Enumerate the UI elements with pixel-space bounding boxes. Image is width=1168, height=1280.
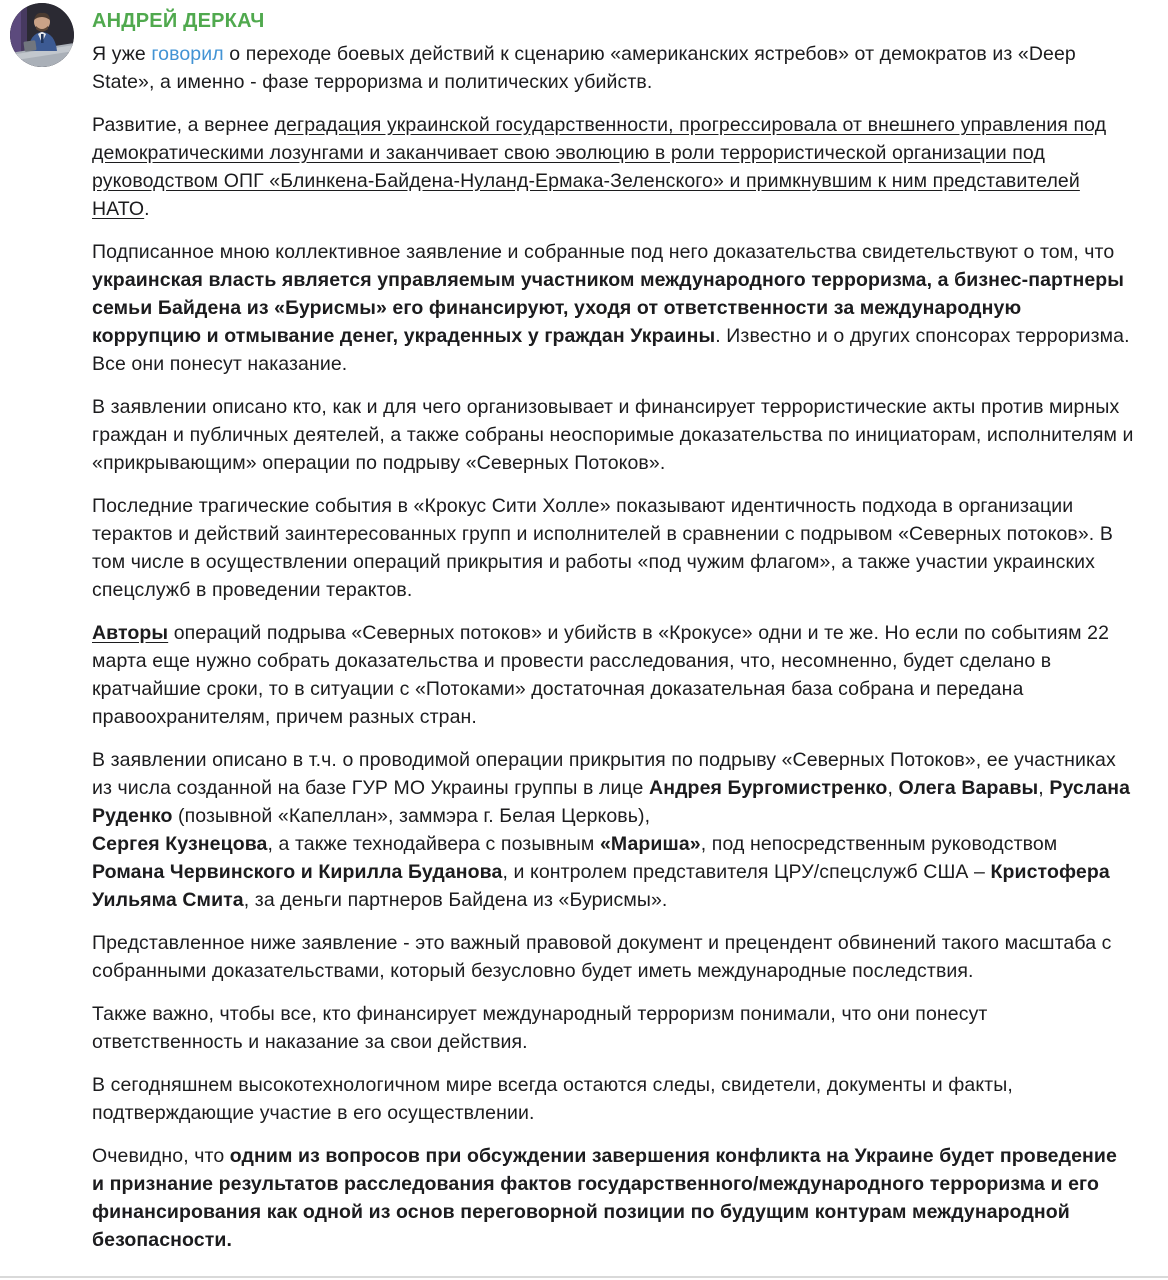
text-segment: ,	[887, 777, 899, 799]
message-paragraph	[92, 40, 1134, 96]
text-segment: Олега Варавы	[898, 777, 1039, 799]
text-segment: В сегодняшнем высокотехнологичном мире всегда остаются следы, свидетели, документы и факты, подтверждающие участие в его осуществлении.	[92, 1074, 1013, 1124]
avatar-photo-icon	[10, 3, 74, 67]
text-segment: операций подрыва «Северных потоков» и убийств в «Крокусе» одни и те же. Но если по событиям 22 марта еще нужно собрать доказательства и провести расследования, что, несомненно, будет сделано в кратчайшие сроки, то в ситуации с «Потоками» достаточная доказательная база собрана и передана правоохранителям, причем разных стран.	[92, 622, 1110, 728]
message-paragraph	[92, 929, 1134, 985]
text-segment: деградация украинской государственности, прогрессировала от внешнего управления под демократическими лозунгами и заканчивает свою эволюцию в роли террористической организации под руководством ОПГ «Блинкена-Байдена-Нуланд-Ермака-Зеленского» и примкнувшим к ним представителей НАТО	[92, 114, 1107, 220]
text-segment: (позывной «Капеллан», заммэра г. Белая Церковь),	[172, 805, 651, 827]
message-paragraph	[92, 1000, 1134, 1056]
message-paragraph	[92, 1071, 1134, 1127]
message-paragraph	[92, 238, 1134, 378]
text-segment: Руслана Руденко	[92, 777, 1131, 827]
message-divider	[0, 1276, 1168, 1278]
message-paragraph	[92, 619, 1134, 731]
text-segment: Сергея Кузнецова	[92, 833, 268, 855]
message-text	[92, 40, 1134, 1254]
text-segment: Последние трагические события в «Крокус Сити Холле» показывают идентичность подхода в организации терактов и действий заинтересованных групп и исполнителей в сравнении с подрывом «Северных потоков». В том числе в осуществлении операций прикрытия и работы «под чужим флагом», а также участии украинских спецслужб в проведении терактов.	[92, 495, 1113, 601]
text-segment: Я уже	[92, 43, 152, 65]
text-segment: .	[144, 198, 150, 220]
text-segment: Подписанное мною коллективное заявление и собранные под него доказательства свидетельствуют о том, что	[92, 241, 1115, 263]
text-segment: Также важно, чтобы все, кто финансирует международный терроризм понимали, что они понесут ответственность и наказание за свои действия.	[92, 1003, 988, 1053]
inline-link[interactable]: говорил	[151, 43, 224, 65]
text-segment: Авторы	[92, 622, 169, 644]
text-segment: В заявлении описано в т.ч. о проводимой операции прикрытия по подрыву «Северных Потоков», ее участниках из числа созданной на базе ГУР МО Украины группы в лице	[92, 749, 1116, 799]
message-paragraph	[92, 393, 1134, 477]
message-paragraph	[92, 1142, 1134, 1254]
text-segment: Романа Червинского и Кирилла Буданова	[92, 861, 503, 883]
text-segment: , под непосредственным руководством	[700, 833, 1058, 855]
channel-avatar[interactable]	[10, 3, 74, 67]
text-segment: ,	[1038, 777, 1050, 799]
text-segment: , и контролем представителя ЦРУ/спецслужб США –	[502, 861, 991, 883]
text-segment: . Известно и о других спонсорах терроризма. Все они понесут наказание.	[92, 325, 1130, 375]
text-segment: «Мариша»	[599, 833, 701, 855]
text-segment: Очевидно, что	[92, 1145, 230, 1167]
text-segment: , а также технодайвера с позывным	[267, 833, 600, 855]
text-segment: Развитие, а вернее	[92, 114, 275, 136]
text-segment: Кристофера Уильяма Смита	[92, 861, 1110, 911]
message-paragraph	[92, 492, 1134, 604]
text-segment: Андрея Бургомистренко	[649, 777, 888, 799]
channel-name[interactable]: АНДРЕЙ ДЕРКАЧ	[92, 10, 265, 32]
message-paragraph	[92, 111, 1134, 223]
text-segment: , за деньги партнеров Байдена из «Бурисмы».	[243, 889, 668, 911]
message-paragraph	[92, 746, 1134, 914]
text-segment: одним из вопросов при обсуждении завершения конфликта на Украине будет проведение и признание результатов расследования фактов государственного/международного терроризма и его финансирования как одной из основ переговорной позиции по будущим контурам международной безопасности.	[92, 1145, 1117, 1251]
text-segment: В заявлении описано кто, как и для чего организовывает и финансирует террористические акты против мирных граждан и публичных деятелей, а также собраны неоспоримые доказательства по инициаторам, исполнителям и «прикрывающим» операции по подрыву «Северных Потоков».	[92, 396, 1134, 474]
text-segment: о переходе боевых действий к сценарию «американских ястребов» от демократов из «Deep State», а именно - фазе терроризма и политических убийств.	[92, 43, 1076, 93]
text-segment: украинская власть является управляемым участником международного терроризма, а бизнес-партнеры семьи Байдена из «Бурисмы» его финансируют, уходя от ответственности за международную коррупцию и отмывание денег, украденных у граждан Украины	[92, 269, 1125, 347]
text-segment: Представленное ниже заявление - это важный правовой документ и прецендент обвинений такого масштаба с собранными доказательствами, который безусловно будет иметь международные последствия.	[92, 932, 1112, 982]
